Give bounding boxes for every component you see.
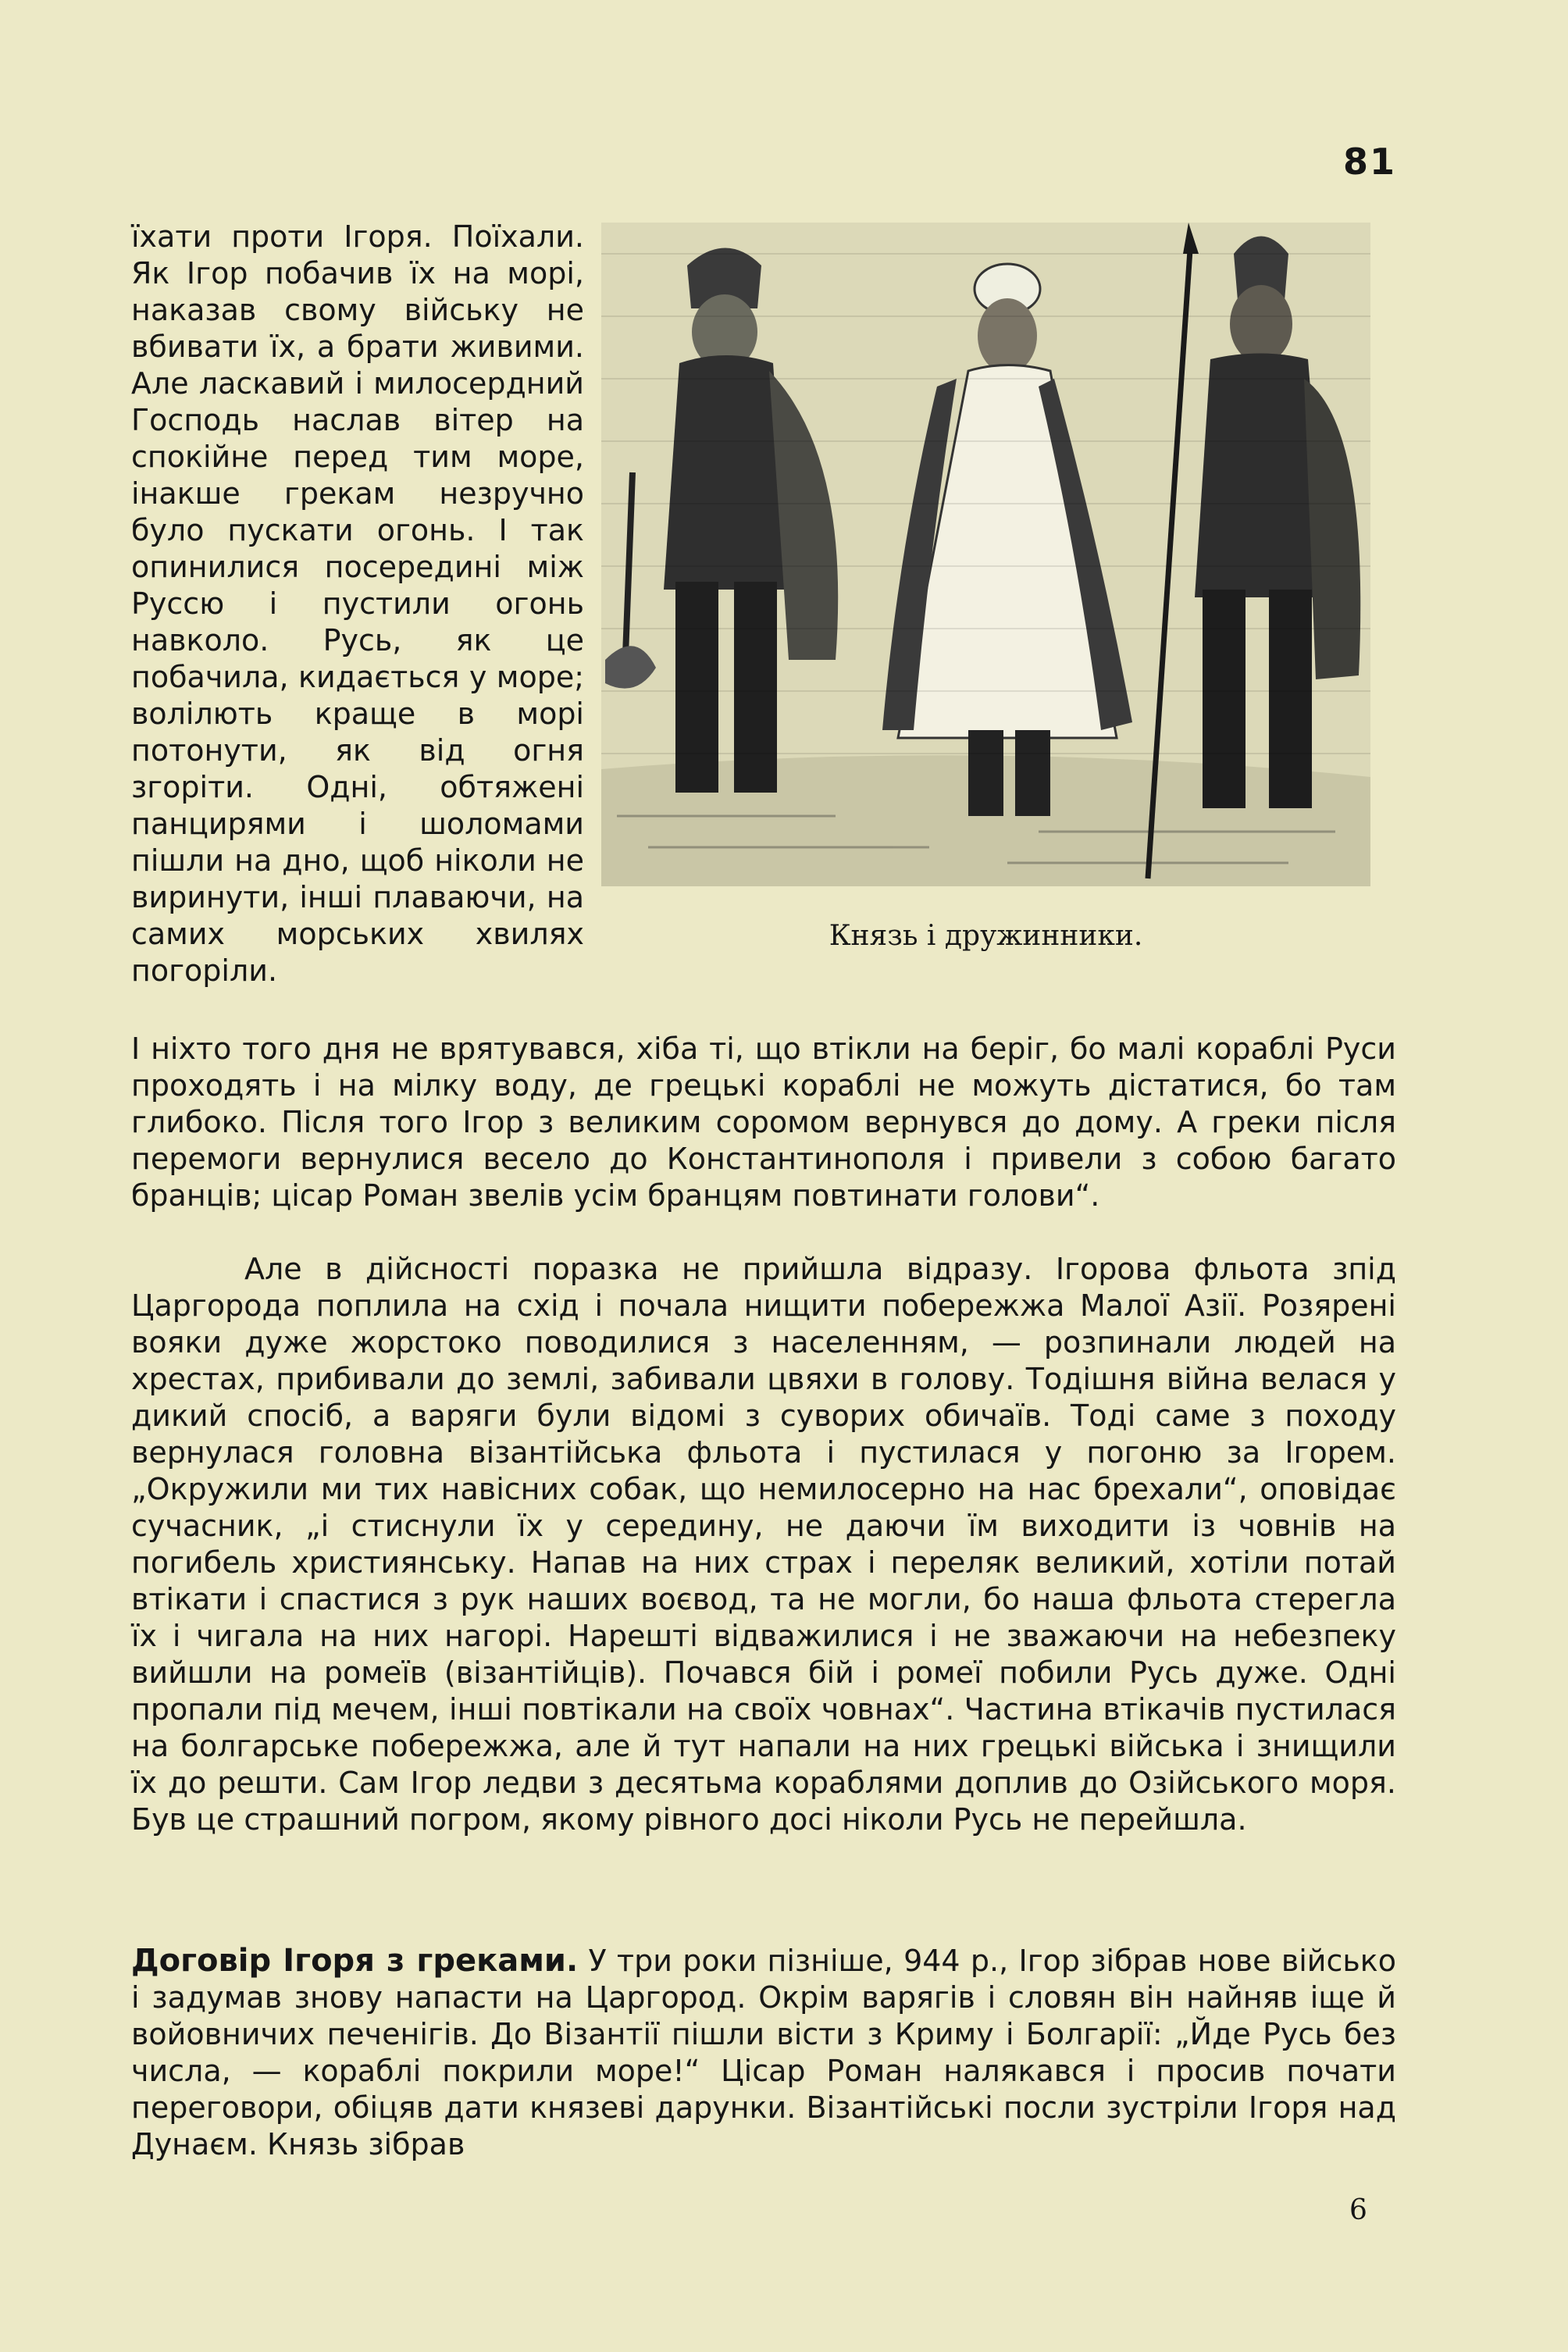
section-title: Договір Ігоря з греками. <box>131 1943 579 1979</box>
paragraph-2: Але в дійсності поразка не прийшла відразу. Ігорова фльота зпід Царгорода поплила на схід і почала нищити побережжа Малої Азії. Розярені вояки дуже жорстоко поводилися з населенням, — розпинали людей на хрестах, прибивали до землі, забивали цвяхи в голову. Тодішня війна велася у дикий спосіб, а варяги були відомі з суворих обичаїв. Тоді саме з походу вернулася головна візантійська фльота і пустилася у погоню за Ігорем. „Окружили ми тих навісних собак, що немилосерно на нас брехали“, оповідає сучасник, „і стиснули їх у середину, не даючи їм виходити із човнів на погибель християнську. Напав на них страх і переляк великий, хотіли потай втікати і спастися з рук наших воєвод, та не могли, бо наша фльота стерегла їх і чигала на них нагорі. Нарешті відважилися і не зважаючи на небезпеку вийшли на ромеїв (візантійців). Почався бій і ромеї побили Русь дуже. Одні пропали під мечем, інші повтікали на своїх човнах“. Частина втікачів пустилася на болгарське побережжа, але й тут напали на них грецькі війська і знищили їх до решти. Сам Ігор ледви з десятьма кораблями доплив до Озійського моря. Був це страшний погром, якому рівного досі ніколи Русь не перейшла. <box>131 1252 1396 1837</box>
illustration-caption: Князь і дружинники. <box>829 920 1143 952</box>
page-number: 81 <box>1343 141 1397 183</box>
section-text: У три роки пізніше, 944 р., Ігор зібрав нове військо і задумав знову напасти на Царгород. Окрім варягів і словян він найняв іще й войовничих печенігів. До Візантії пішли вісти з Криму і Болгарії: „Йде Русь без числа, — кораблі покрили море!“ Цісар Роман налякався і просив почати переговори, обіцяв дати князеві дарунки. Візантійські посли зустріли Ігоря над Дунаєм. Князь зібрав <box>131 1944 1396 2161</box>
paragraph-1: І ніхто того дня не врятувався, хіба ті, що втікли на беріг, бо малі кораблі Руси проходять і на мілку воду, де грецькі кораблі не можуть дістатися, бо там глибоко. Після того Ігор з великим соромом вернувся до дому. А греки після перемоги вернулися весело до Константинополя і привели з собою багато бранців; цісар Роман звелів усім бранцям повтинати голови“. <box>131 1032 1396 1213</box>
column-text: їхати проти Ігоря. Поїхали. Як Ігор побачив їх на морі, наказав свому війську не вбивати їх, а брати живими. Але ласкавий і милосердний Господь наслав вітер на спокійне перед тим море, інакше грекам незручно було пускати огонь. І так опинилися посередині між Руссю і пустили огонь навколо. Русь, як це побачила, кидається у море; волілють краще в морі потонути, як від огня згоріти. Одні, обтяжені панцирями і шоломами пішли на дно, щоб ніколи не виринути, інші плаваючи, на самих морських хвилях погоріли. <box>131 219 584 988</box>
illustration-prince-and-retinue <box>601 223 1370 886</box>
section-paragraph <box>131 1943 1396 2163</box>
signature-number: 6 <box>1349 2194 1367 2226</box>
